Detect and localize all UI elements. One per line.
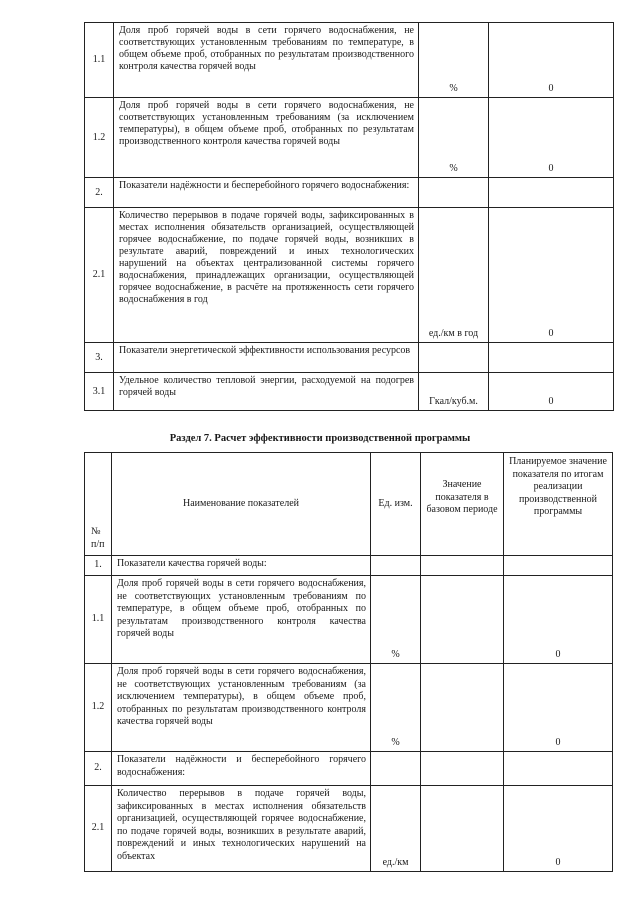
planned-value-cell: 0 [504, 786, 613, 872]
header-base-value: Значение показателя в базовом периоде [421, 453, 504, 556]
efficiency-table [84, 452, 613, 872]
indicators-table-continued [84, 22, 614, 411]
value-cell: 0 [489, 23, 614, 98]
unit-cell [371, 556, 421, 576]
indicator-name: Количество перерывов в подаче горячей воды, зафиксированных в местах исполнения обязательств организацией, осуществляющей горячее водоснабжение, по подаче горячей воды, возникших в результате аварий, повреждений и иных технологических нарушений на объектах [112, 786, 371, 872]
row-number: 1.1 [85, 576, 112, 664]
row-number: 1. [85, 556, 112, 576]
table-row [85, 178, 614, 208]
row-number: 2. [85, 178, 114, 208]
planned-value-cell [504, 556, 613, 576]
value-cell: 0 [489, 208, 614, 343]
base-value-cell [421, 664, 504, 752]
row-number: 3.1 [85, 373, 114, 411]
row-number: 2.1 [85, 208, 114, 343]
table-row [85, 576, 613, 664]
base-value-cell [421, 786, 504, 872]
value-cell [489, 178, 614, 208]
table-header-row [85, 453, 613, 556]
row-number: 3. [85, 343, 114, 373]
unit-cell: ед./км в год [419, 208, 489, 343]
planned-value-cell: 0 [504, 576, 613, 664]
indicator-name: Доля проб горячей воды в сети горячего водоснабжения, не соответствующих установленным требованиям по температуре, в общем объеме проб, отобранных по результатам производственного контроля качества горячей воды [114, 23, 419, 98]
header-number: № п/п [85, 453, 112, 556]
table-row [85, 556, 613, 576]
table-row [85, 98, 614, 178]
table-row [85, 23, 614, 98]
section-name: Показатели качества горячей воды: [112, 556, 371, 576]
indicator-name: Количество перерывов в подаче горячей воды, зафиксированных в местах исполнения обязательств организацией, осуществляющей горячее водоснабжение, по подаче горячей воды, возникших в результате аварий, повреждений и иных технологических нарушений на объектах централизованной системы горячего водоснабжения, принадлежащих организации, осуществляющей горячее водоснабжение, в расчёте на протяженность сети горячего водоснабжения в год [114, 208, 419, 343]
indicator-name: Удельное количество тепловой энергии, расходуемой на подогрев горячей воды [114, 373, 419, 411]
base-value-cell [421, 556, 504, 576]
row-number: 1.1 [85, 23, 114, 98]
section-name: Показатели надёжности и бесперебойного горячего водоснабжения: [112, 752, 371, 786]
planned-value-cell: 0 [504, 664, 613, 752]
unit-cell: ед./км [371, 786, 421, 872]
row-number: 2.1 [85, 786, 112, 872]
value-cell [489, 343, 614, 373]
section-name: Показатели надёжности и бесперебойного горячего водоснабжения: [114, 178, 419, 208]
section-title: Раздел 7. Расчет эффективности производственной программы [169, 433, 471, 444]
table-row [85, 752, 613, 786]
section-name: Показатели энергетической эффективности использования ресурсов [114, 343, 419, 373]
row-number: 1.2 [85, 664, 112, 752]
table-row [85, 208, 614, 343]
base-value-cell [421, 752, 504, 786]
header-name: Наименование показателей [112, 453, 371, 556]
header-planned-value: Планируемое значение показателя по итогам реализации производственной программы [504, 453, 613, 556]
indicator-name: Доля проб горячей воды в сети горячего водоснабжения, не соответствующих установленным требованиям (за исключением температуры), в общем объеме проб, отобранных по результатам производственного контроля качества горячей воды [114, 98, 419, 178]
value-cell: 0 [489, 98, 614, 178]
unit-cell: % [419, 23, 489, 98]
table-row [85, 343, 614, 373]
unit-cell: Гкал/куб.м. [419, 373, 489, 411]
row-number: 2. [85, 752, 112, 786]
indicator-name: Доля проб горячей воды в сети горячего водоснабжения, не соответствующих установленным требованиям (за исключением температуры), в общем объеме проб, отобранных по результатам производственного контроля качества горячей воды [112, 664, 371, 752]
unit-cell: % [419, 98, 489, 178]
base-value-cell [421, 576, 504, 664]
planned-value-cell [504, 752, 613, 786]
value-cell: 0 [489, 373, 614, 411]
unit-cell: % [371, 576, 421, 664]
unit-cell [419, 343, 489, 373]
unit-cell [371, 752, 421, 786]
row-number: 1.2 [85, 98, 114, 178]
indicator-name: Доля проб горячей воды в сети горячего водоснабжения, не соответствующих установленным требованиям по температуре, в общем объеме проб, отобранных по результатам производственного контроля качества горячей воды [112, 576, 371, 664]
unit-cell [419, 178, 489, 208]
unit-cell: % [371, 664, 421, 752]
table-row [85, 373, 614, 411]
table-row [85, 786, 613, 872]
table-row [85, 664, 613, 752]
header-unit: Ед. изм. [371, 453, 421, 556]
